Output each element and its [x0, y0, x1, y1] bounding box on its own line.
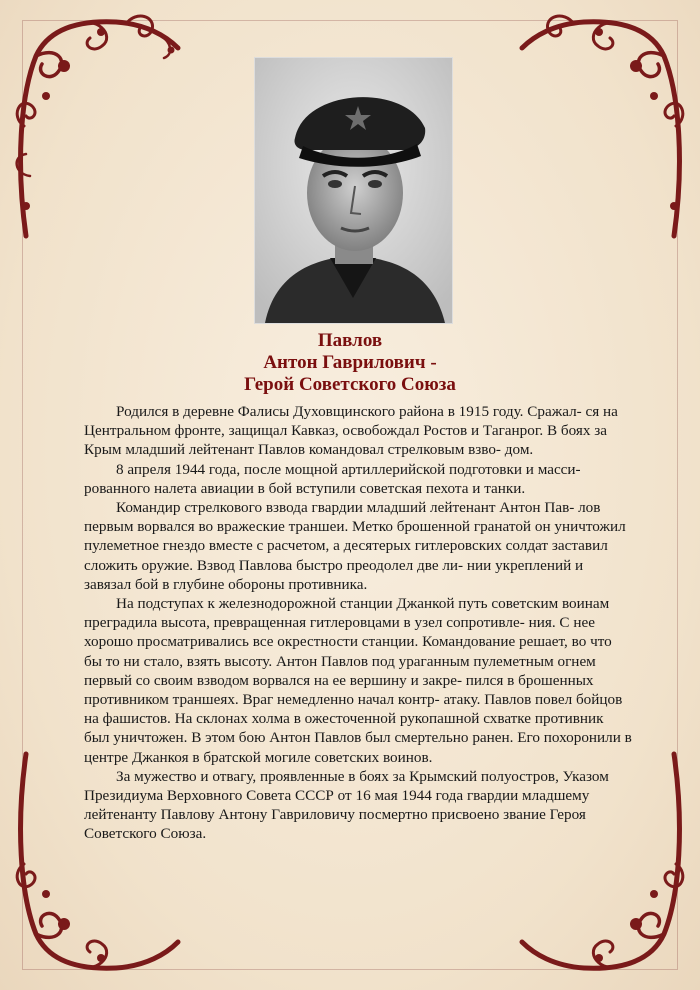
portrait-photo	[255, 58, 452, 323]
title-rank: Герой Советского Союза	[244, 374, 456, 395]
corner-ornament-top-left	[6, 6, 186, 246]
paragraph: На подступах к железнодорожной станции Джанкой путь советским воинам преградила высота, превращенная гитлеровцами в узел сопротивле- ния. С нее хорошо просматривались все окрестности станции. Командование решает, во что бы то ни стало, взять высоту. Антон Павлов под ураганным пулеметным огнем первый со своим взводом ворвался на ее вершину и закре- пился в брошенных противником траншеях. Враг немедленно начал контр- атаку. Павлов повел бойцов на фашистов. На склонах холма в ожесточенной рукопашной схватке противник был уничтожен. В этом бою Антон Павлов был смертельно ранен. Его похоронили в центре Джанкоя в братской могиле советских воинов.	[84, 595, 632, 766]
paragraph: Родился в деревне Фалисы Духовщинского района в 1915 году. Сражал- ся на Центральном фронте, защищал Кавказ, освобождал Ростов и Таганрог. В боях за Крым младший лейтенант Павлов командовал стрелковым взво- дом.	[84, 403, 618, 459]
title-surname: Павлов	[317, 330, 383, 351]
title-name: Антон Гаврилович -	[263, 352, 437, 373]
page-title	[0, 330, 700, 396]
paragraph: 8 апреля 1944 года, после мощной артиллерийской подготовки и масси- рованного налета авиации в бой вступили советская пехота и танки.	[84, 460, 581, 497]
paragraph: За мужество и отвагу, проявленные в боях за Крымский полуостров, Указом Президиума Верховного Совета СССР от 16 мая 1944 года гвардии младшему лейтенанту Павлову Антону Гавриловичу посмертно присвоено звание Героя Советского Союза.	[84, 767, 609, 843]
biography-text	[84, 402, 632, 844]
paragraph: Командир стрелкового взвода гвардии младший лейтенант Антон Пав- лов первым ворвался во вражеские траншеи. Метко брошенной гранатой он уничтожил пулеметное гнездо вместе с расчетом, а десятерых гитлеровских солдат заставил сложить оружие. Взвод Павлова быстро преодолел две ли- нии укреплений и завязал бой в глубине обороны противника.	[84, 499, 626, 593]
corner-ornament-top-right	[514, 6, 694, 246]
